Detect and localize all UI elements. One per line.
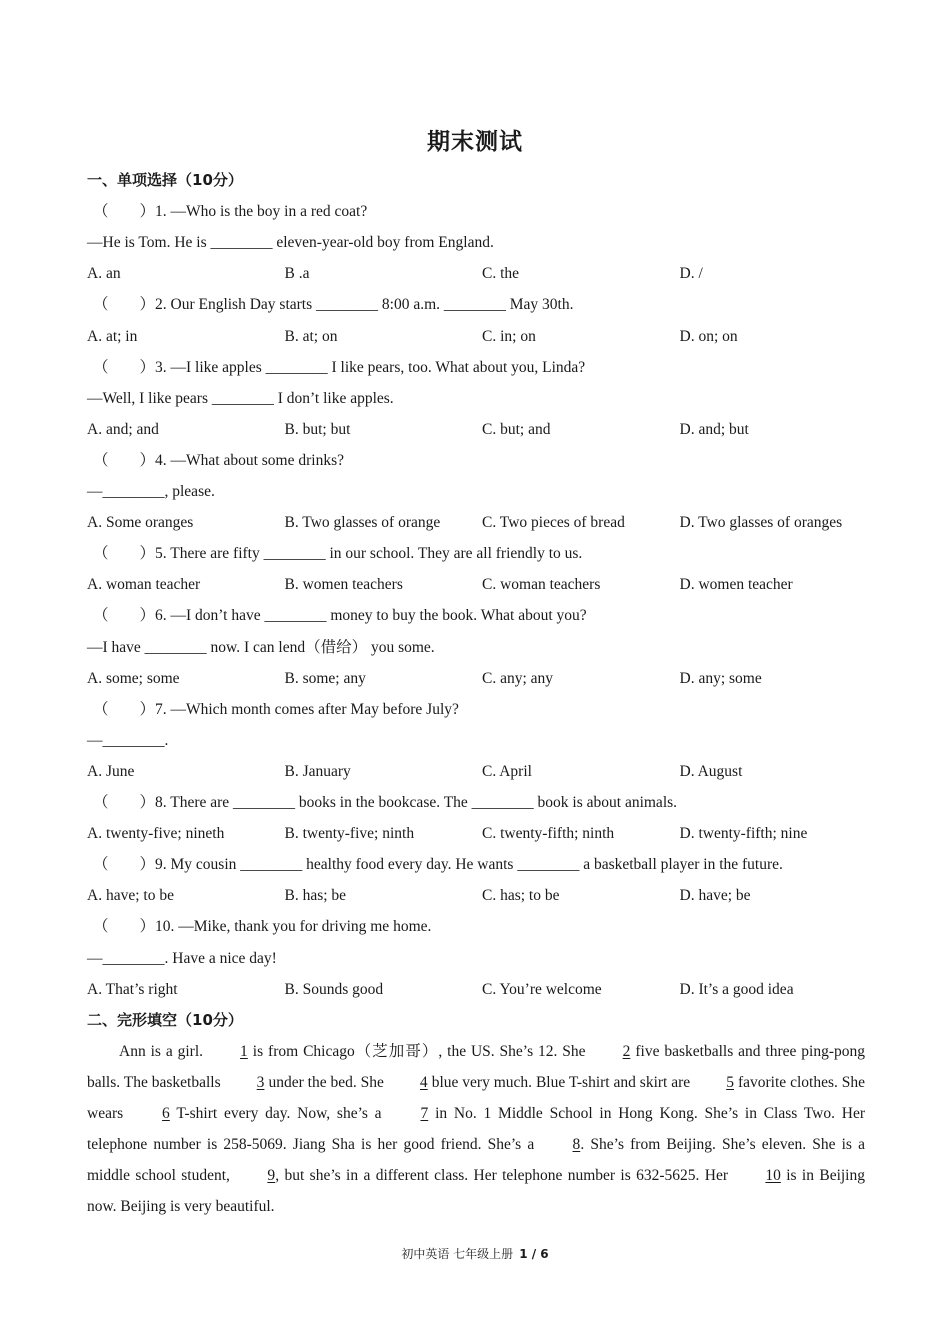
option: A. Some oranges xyxy=(87,514,194,532)
option: A. and; and xyxy=(87,420,159,438)
question-stem xyxy=(87,538,877,569)
cloze-paragraph xyxy=(87,1036,865,1222)
option: A. an xyxy=(87,265,121,283)
options-row xyxy=(87,974,877,1005)
answer-paren[interactable]: （ ） xyxy=(93,856,156,874)
option: B. has; be xyxy=(284,887,347,905)
option: C. any; any xyxy=(482,669,554,687)
cloze-text: is from Chicago（芝加哥）, the US. She’s 12. She xyxy=(247,1042,591,1060)
cloze-blank[interactable]: 4 xyxy=(419,1073,428,1091)
option: A. have; to be xyxy=(87,887,174,905)
cloze-text: favorite clothes. She wears xyxy=(87,1073,866,1122)
question-stem xyxy=(87,787,877,818)
option: C. has; to be xyxy=(482,887,560,905)
cloze-blank[interactable]: 6 xyxy=(162,1104,170,1122)
options-row xyxy=(87,880,877,911)
option: B. at; on xyxy=(284,327,338,345)
page-footer xyxy=(0,1245,950,1262)
question-stem xyxy=(87,196,877,227)
option: A. woman teacher xyxy=(87,576,201,594)
cloze-blank[interactable]: 2 xyxy=(622,1042,631,1060)
option: C. the xyxy=(482,265,520,283)
option: C. but; and xyxy=(482,420,551,438)
answer-paren[interactable]: （ ） xyxy=(93,451,156,469)
option: B. Two glasses of orange xyxy=(284,514,441,532)
option: B. twenty-five; ninth xyxy=(284,825,415,843)
options-row xyxy=(87,818,877,849)
question-text: 6. —I don’t have ________ money to buy the book. What about you? xyxy=(155,607,587,625)
option: D. twenty-fifth; nine xyxy=(679,825,808,843)
page-number: 1 / 6 xyxy=(519,1247,549,1261)
question-text: 9. My cousin ________ healthy food every day. He wants ________ a basketball player in the future. xyxy=(155,856,783,874)
question-stem xyxy=(87,849,877,880)
question-text: 5. There are fifty ________ in our school. They are all friendly to us. xyxy=(155,545,583,563)
answer-paren[interactable]: （ ） xyxy=(93,296,156,314)
cloze-text: Ann is a girl. xyxy=(119,1042,208,1060)
cloze-text: is in Beijing now. Beijing is very beautiful. xyxy=(87,1166,865,1215)
answer-paren[interactable]: （ ） xyxy=(93,545,156,563)
question-second-line: —He is Tom. He is ________ eleven-year-old boy from England. xyxy=(87,234,494,252)
question-second-line: —________, please. xyxy=(87,483,215,500)
options-row xyxy=(87,663,877,694)
answer-paren[interactable]: （ ） xyxy=(93,700,156,718)
option: B. Sounds good xyxy=(284,980,384,998)
footer-text: 初中英语 七年级上册 xyxy=(401,1247,514,1261)
option: C. Two pieces of bread xyxy=(482,514,625,532)
cloze-blank[interactable]: 9 xyxy=(267,1166,276,1184)
page-title: 期末测试 xyxy=(427,129,523,155)
cloze-text: , but she’s in a different class. Her telephone number is 632-5625. Her xyxy=(275,1166,734,1184)
option: A. That’s right xyxy=(87,980,178,998)
question-stem xyxy=(87,352,877,383)
cloze-blank[interactable]: 5 xyxy=(726,1073,734,1091)
cloze-text: blue very much. Blue T-shirt and skirt are xyxy=(427,1073,695,1091)
question-text: 10. —Mike, thank you for driving me home. xyxy=(155,918,432,936)
question-text: 3. —I like apples ________ I like pears, too. What about you, Linda? xyxy=(155,358,586,376)
options-row xyxy=(87,258,877,289)
question-stem xyxy=(87,445,877,476)
question-stem xyxy=(87,911,877,942)
section-heading-cloze: 二、完形填空（10分） xyxy=(87,1010,243,1029)
option: C. twenty-fifth; ninth xyxy=(482,825,615,843)
option: C. April xyxy=(482,762,532,780)
options-row xyxy=(87,507,877,538)
answer-paren[interactable]: （ ） xyxy=(93,794,156,811)
option: D. August xyxy=(679,762,743,780)
question-text: 7. —Which month comes after May before July? xyxy=(155,700,459,718)
option: C. woman teachers xyxy=(482,576,601,594)
question-stem xyxy=(87,289,877,320)
option: C. You’re welcome xyxy=(482,980,602,998)
answer-paren[interactable]: （ ） xyxy=(93,203,156,221)
option: B. January xyxy=(284,762,351,780)
cloze-blank[interactable]: 3 xyxy=(256,1073,265,1091)
question-text: 4. —What about some drinks? xyxy=(155,451,344,469)
cloze-blank[interactable]: 1 xyxy=(240,1042,248,1060)
option: B .a xyxy=(284,265,310,283)
question-text: 1. —Who is the boy in a red coat? xyxy=(155,203,368,221)
option: B. women teachers xyxy=(284,576,403,594)
answer-paren[interactable]: （ ） xyxy=(93,358,156,376)
option: A. some; some xyxy=(87,669,180,687)
cloze-blank[interactable]: 7 xyxy=(420,1104,429,1122)
option: D. women teacher xyxy=(679,576,793,594)
options-row xyxy=(87,569,877,600)
options-row xyxy=(87,321,877,352)
option: D. and; but xyxy=(679,420,749,438)
option: D. It’s a good idea xyxy=(679,980,794,998)
question-second-line: —________. Have a nice day! xyxy=(87,949,277,967)
option: A. at; in xyxy=(87,327,138,345)
question-second-line: —I have ________ now. I can lend（借给） you some. xyxy=(87,638,435,656)
option: D. on; on xyxy=(679,327,738,345)
question-second-line: —Well, I like pears ________ I don’t like apples. xyxy=(87,389,394,407)
question-text: 2. Our English Day starts ________ 8:00 a.m. ________ May 30th. xyxy=(155,296,574,314)
cloze-blank[interactable]: 8 xyxy=(572,1135,581,1153)
question-second-line: —________. xyxy=(87,731,169,749)
option: B. but; but xyxy=(284,420,351,438)
option: C. in; on xyxy=(482,327,536,345)
question-text: 8. There are ________ books in the bookcase. The ________ book is about animals. xyxy=(155,794,678,811)
options-row xyxy=(87,756,877,787)
cloze-text: under the bed. She xyxy=(264,1073,388,1091)
option: D. / xyxy=(679,265,703,283)
answer-paren[interactable]: （ ） xyxy=(93,918,156,936)
cloze-blank[interactable]: 10 xyxy=(765,1166,781,1184)
cloze-text: five basketballs and three ping-pong balls. The basketballs xyxy=(87,1042,866,1091)
answer-paren[interactable]: （ ） xyxy=(93,607,156,625)
option: A. twenty-five; nineth xyxy=(87,825,225,843)
option: B. some; any xyxy=(284,669,366,687)
options-row xyxy=(87,414,877,445)
cloze-text: T-shirt every day. Now, she’s a xyxy=(169,1104,389,1122)
cloze-text: . She’s from Beijing. She’s eleven. She is a middle school student, xyxy=(87,1135,865,1184)
option: D. have; be xyxy=(679,887,751,905)
option: A. June xyxy=(87,762,135,780)
question-stem xyxy=(87,600,877,631)
cloze-text: in No. 1 Middle School in Hong Kong. She’s in Class Two. Her telephone number is 258-5069. Jiang Sha is her good friend. She’s a xyxy=(87,1104,865,1153)
option: D. any; some xyxy=(679,669,762,687)
question-stem xyxy=(87,694,877,725)
option: D. Two glasses of oranges xyxy=(679,514,843,532)
section-heading-single-choice: 一、单项选择（10分） xyxy=(87,171,243,189)
